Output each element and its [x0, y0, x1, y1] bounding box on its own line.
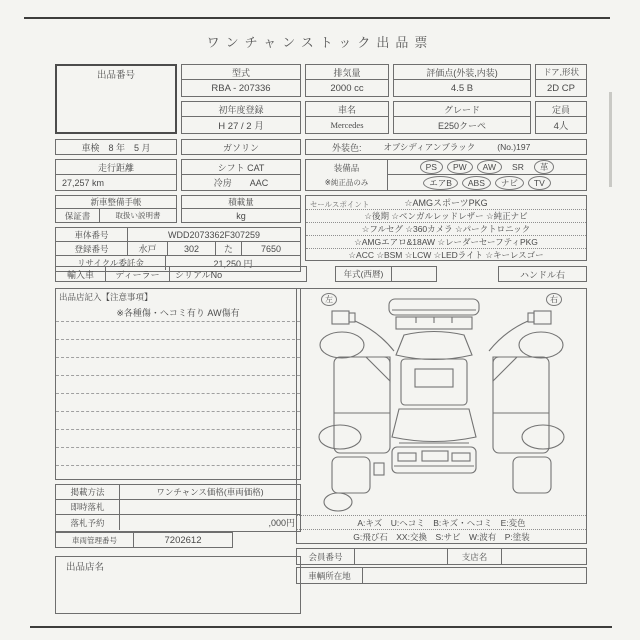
vehicle-location-label: 車輌所在地	[297, 568, 363, 583]
location-row	[296, 567, 587, 584]
field-value: 4人	[553, 121, 569, 132]
field-label: ドア,形状	[536, 65, 586, 80]
load-box	[181, 195, 301, 223]
auction-number-label: 出品番号	[96, 70, 135, 81]
listing-method-label: 掲載方法	[56, 485, 120, 500]
field-model-code	[181, 64, 301, 97]
exterior-color-number: (No.)197	[497, 142, 531, 152]
pricing-box	[55, 484, 301, 532]
equipment-row-1	[388, 160, 586, 175]
import-box	[55, 266, 307, 282]
equipment-sublabel: ※純正品のみ	[324, 178, 369, 187]
member-number-value	[355, 549, 448, 564]
field-value: H 27 / 2 月	[218, 121, 264, 132]
registration-class: 302	[168, 242, 216, 256]
equipment-box	[305, 159, 587, 191]
registration-kana: た	[216, 242, 242, 256]
equip-badge-leather: 革	[534, 160, 555, 174]
car-expanded-view-diagram	[304, 297, 579, 515]
field-label: 排気量	[306, 65, 388, 80]
fuel-value: ガソリン	[222, 142, 259, 153]
exterior-color-value: オブシディアンブラック	[383, 142, 476, 152]
management-number-label: 車両管理番号	[56, 533, 134, 547]
notes-empty-line	[56, 376, 300, 394]
sales-points-box	[305, 195, 587, 261]
load-value: kg	[236, 210, 246, 221]
exterior-color-label: 外装色:	[332, 142, 362, 153]
field-grade-score	[393, 64, 531, 97]
chassis-number-value: WDD2073362F307259	[167, 229, 261, 240]
registration-region: 水戸	[128, 242, 168, 256]
exterior-color-box	[305, 139, 587, 155]
instant-bid-label: 即時落札	[56, 500, 120, 515]
damage-diagram-box	[296, 288, 587, 544]
field-label: 型式	[182, 65, 300, 80]
field-value: E250クーペ	[437, 120, 487, 131]
seller-name-label: 出品店名	[66, 562, 105, 573]
aircon-value: 冷房 AAC	[213, 178, 269, 188]
reserve-bid-label: 落札予約	[56, 515, 120, 530]
member-row	[296, 548, 587, 565]
equip-badge-sr: SR	[512, 162, 524, 172]
equipment-row-2	[388, 175, 586, 190]
field-first-registration	[181, 101, 301, 134]
equip-badge-navi: ナビ	[495, 176, 524, 190]
reserve-bid-value: ,000円	[268, 518, 295, 528]
notes-empty-line	[56, 340, 300, 358]
shift-value: シフト CAT	[182, 160, 300, 175]
notes-empty-line	[56, 430, 300, 448]
year-label: 年式(西暦)	[336, 267, 392, 281]
notes-empty-line	[56, 466, 300, 483]
member-number-label: 会員番号	[297, 549, 355, 564]
field-grade	[393, 101, 531, 134]
inspection-box	[55, 139, 177, 155]
inspection-value: 車検 8 年 5 月	[81, 142, 151, 153]
scan-artifact-smudge	[609, 92, 612, 187]
management-number-value: 7202612	[164, 534, 202, 546]
field-value: Mercedes	[330, 120, 364, 130]
field-value: 4.5 B	[450, 82, 474, 94]
notes-empty-line	[56, 394, 300, 412]
scan-artifact-line-bottom	[30, 626, 612, 628]
listing-method-value: ワンチャンス価格(車両価格)	[156, 487, 264, 497]
notes-empty-line	[56, 448, 300, 466]
maintenance-box	[55, 195, 177, 223]
instant-bid-value	[120, 500, 300, 515]
year-box	[335, 266, 437, 282]
seller-notes-header: 出品店記入【注意事項】	[59, 291, 153, 302]
sales-line: ☆フルセグ ☆360カメラ ☆パークトロニック	[306, 222, 586, 235]
equip-badge-airbag: エアB	[423, 176, 458, 190]
field-label: 初年度登録	[182, 102, 300, 117]
shift-box	[181, 159, 301, 191]
management-number-box	[55, 532, 233, 548]
field-capacity	[535, 101, 587, 134]
recycle-fee-value: 21,250 円	[213, 258, 253, 269]
seller-notes-line: ※各種傷・ヘコミ有り AW傷有	[56, 304, 300, 322]
chassis-number-label: 車体番号	[56, 228, 128, 242]
equip-badge-pw: PW	[447, 160, 473, 174]
seller-name-box	[55, 556, 301, 614]
equip-badge-tv: TV	[528, 176, 551, 190]
damage-legend-line-1: A:キズ U:ヘコミ B:キズ・ヘコミ E:変色	[297, 515, 586, 529]
notes-empty-line	[56, 358, 300, 376]
sales-line: ☆AMGエアロ&18AW ☆レーダーセーフティPKG	[306, 235, 586, 248]
mileage-box	[55, 159, 177, 191]
import-label: 輸入車	[56, 267, 106, 281]
field-label: グレード	[394, 102, 530, 117]
manual-label: 取扱い説明書	[115, 211, 161, 220]
field-displacement	[305, 64, 389, 97]
field-label: 評価点(外装,内装)	[394, 65, 530, 80]
dealer-label: ディーラー	[106, 267, 170, 281]
equip-badge-aw: AW	[477, 160, 502, 174]
equip-badge-ps: PS	[420, 160, 443, 174]
field-value: RBA - 207336	[211, 82, 271, 94]
page-title: ワンチャンストック出品票	[206, 35, 434, 50]
branch-name-label: 支店名	[448, 549, 502, 564]
sales-line: ☆後期 ☆ベンガルレッドレザー ☆純正ナビ	[306, 209, 586, 222]
field-label: 定員	[536, 102, 586, 117]
field-label: 車名	[306, 102, 388, 117]
diagram-left-label: 左	[321, 293, 337, 306]
notes-empty-line	[56, 322, 300, 340]
warranty-book-label: 保証書	[56, 209, 100, 222]
scan-artifact-line-top	[24, 17, 610, 19]
diagram-right-label: 右	[546, 293, 562, 306]
field-doors	[535, 64, 587, 97]
recycle-fee-label: リサイクル委託金	[56, 256, 166, 270]
sales-line: ☆ACC ☆BSM ☆LCW ☆LEDライト ☆キーレスゴー	[306, 248, 586, 261]
mileage-label: 走行距離	[56, 160, 176, 175]
sales-line: ☆AMGスポーツPKG	[404, 198, 488, 208]
handle-box	[498, 266, 587, 282]
field-make	[305, 101, 389, 134]
fuel-box	[181, 139, 301, 155]
mileage-value: 27,257 km	[62, 177, 105, 188]
field-value: 2000 cc	[330, 82, 364, 94]
field-value: 2D CP	[547, 82, 575, 94]
auction-number-box	[55, 64, 177, 134]
notes-empty-line	[56, 412, 300, 430]
registration-number-label: 登録番号	[56, 242, 128, 256]
handle-value: ハンドル右	[519, 269, 565, 280]
maintenance-label: 新車整備手帳	[56, 196, 176, 209]
damage-legend-line-2: G:飛び石 XX:交換 S:サビ W:波有 P:塗装	[297, 529, 586, 543]
equipment-label: 装備品	[333, 162, 360, 173]
load-label: 積載量	[182, 196, 300, 209]
sales-points-label: セールスポイント	[310, 200, 370, 209]
serial-number-label: シリアルNo	[175, 269, 223, 280]
equip-badge-abs: ABS	[462, 176, 491, 190]
registration-digits: 7650	[260, 243, 282, 254]
seller-notes-box	[55, 288, 301, 480]
